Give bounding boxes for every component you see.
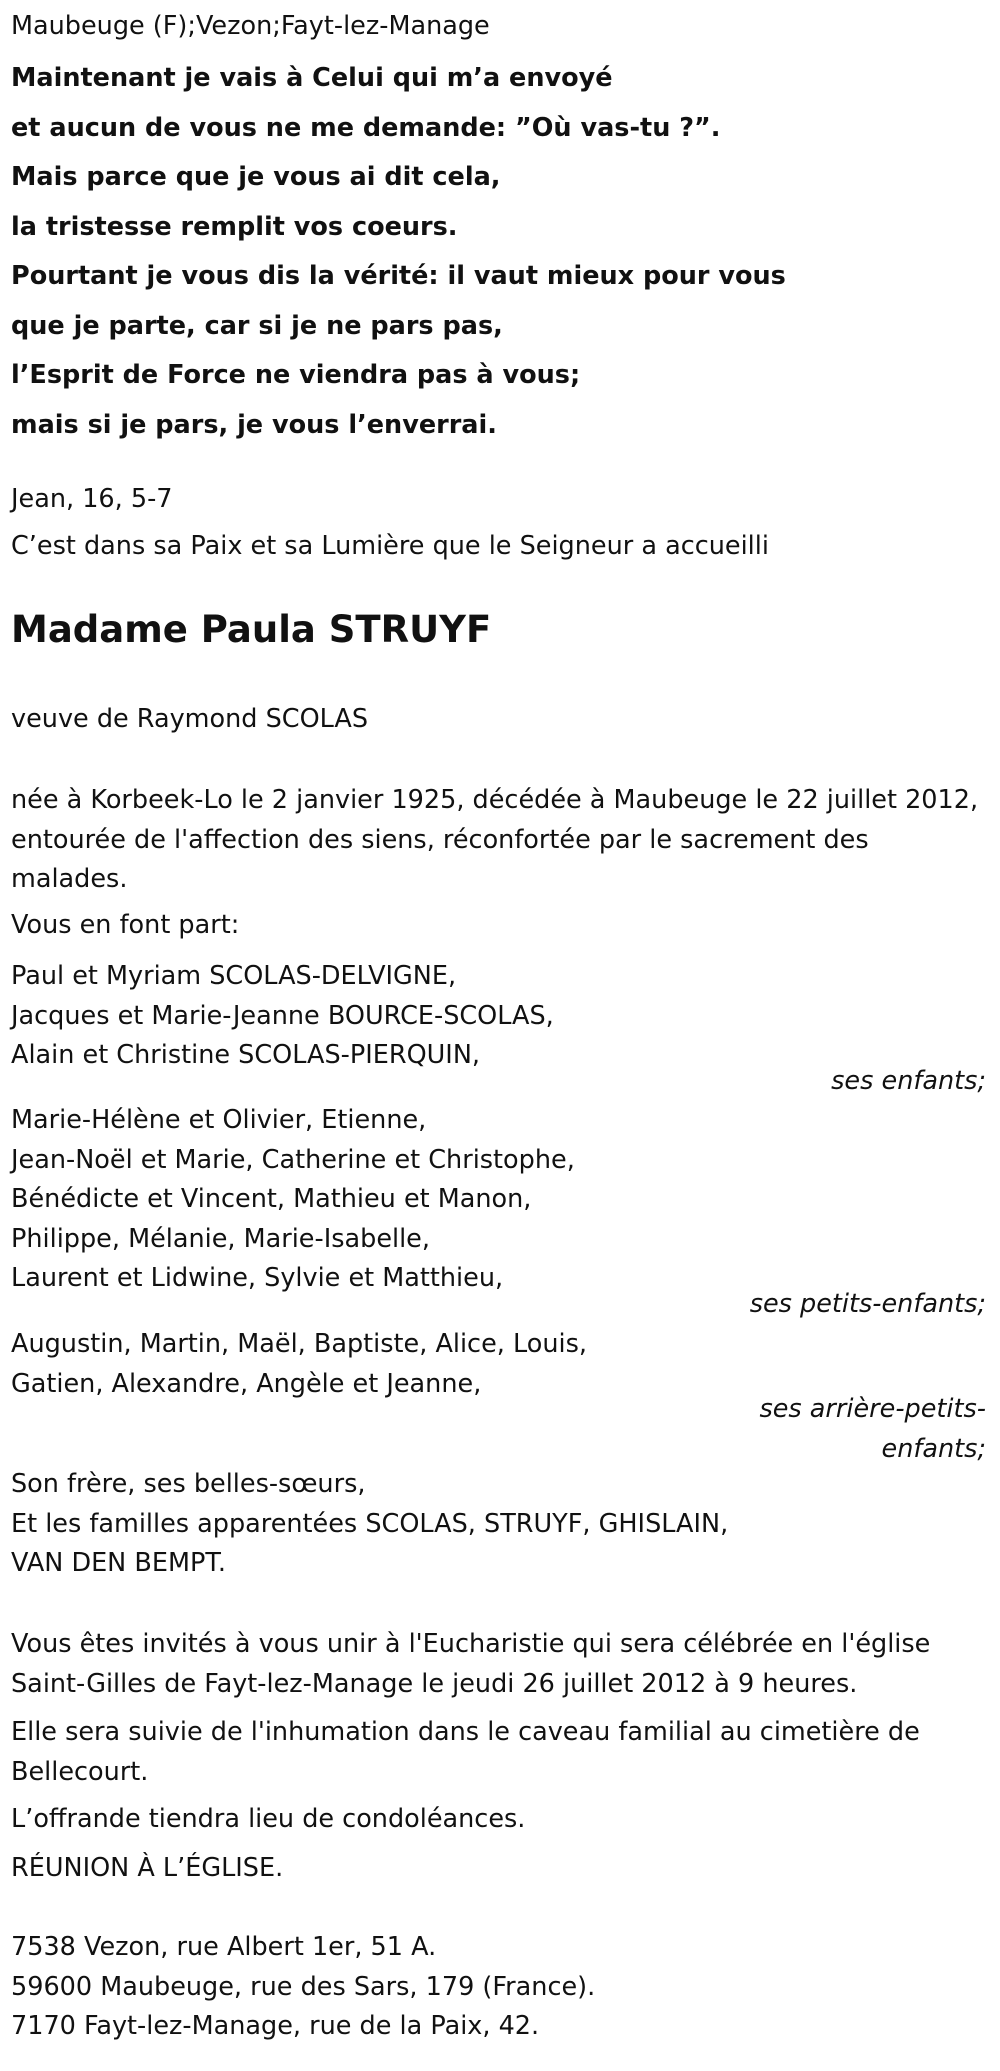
verse-line: mais si je pars, je vous l’enverrai.	[11, 409, 497, 440]
family-line: Augustin, Martin, Maël, Baptiste, Alice, Louis,	[11, 1329, 587, 1359]
address-line: 7170 Fayt-lez-Manage, rue de la Paix, 42.	[11, 2011, 540, 2041]
address-line: 59600 Maubeuge, rue des Sars, 179 (France).	[11, 1971, 596, 2002]
children-group	[11, 957, 986, 1096]
verse-line: et aucun de vous ne me demande: ”Où vas-tu ?”.	[11, 112, 721, 143]
address-line: 7538 Vezon, rue Albert 1er, 51 A.	[11, 1932, 437, 1962]
addresses	[11, 1928, 595, 2047]
great-grandchildren-relation: ses arrière-petits-enfants;	[759, 1394, 986, 1464]
announcement: Vous en font part:	[11, 910, 240, 940]
verse-line: l’Esprit de Force ne viendra pas à vous;	[11, 360, 581, 390]
family-line: Gatien, Alexandre, Angèle et Jeanne,	[11, 1368, 482, 1399]
widow-of: veuve de Raymond SCOLAS	[11, 704, 369, 734]
grandchildren-relation: ses petits-enfants;	[749, 1289, 986, 1319]
locations-header	[11, 10, 490, 42]
great-grandchildren-group	[11, 1325, 986, 1464]
birth-death-paragraph: née à Korbeek-Lo le 2 janvier 1925, décédée à Maubeuge le 22 juillet 2012, entourée de l'affection des siens, réconfortée par le sacrement des malades.	[11, 785, 979, 894]
grandchildren-group	[11, 1101, 986, 1319]
offering-note: L’offrande tiendra lieu de condoléances.	[11, 1804, 526, 1834]
verse-line: Pourtant je vous dis la vérité: il vaut mieux pour vous	[11, 261, 786, 291]
family-line: Laurent et Lidwine, Sylvie et Matthieu,	[11, 1263, 504, 1293]
family-line: Et les familles apparentées SCOLAS, STRUYF, GHISLAIN,	[11, 1508, 729, 1539]
family-line: Philippe, Mélanie, Marie-Isabelle,	[11, 1223, 430, 1254]
family-line: Paul et Myriam SCOLAS-DELVIGNE,	[11, 961, 457, 991]
locations-text: Maubeuge (F);Vezon;Fayt-lez-Manage	[11, 11, 490, 41]
children-names	[11, 957, 986, 1076]
other-relatives	[11, 1465, 728, 1584]
family-line: Bénédicte et Vincent, Mathieu et Manon,	[11, 1184, 532, 1214]
verse-line: que je parte, car si je ne pars pas,	[11, 310, 503, 341]
family-line: Son frère, ses belles-sœurs,	[11, 1469, 366, 1499]
family-line: Jacques et Marie-Jeanne BOURCE-SCOLAS,	[11, 1000, 554, 1031]
verse-line: Maintenant je vais à Celui qui m’a envoyé	[11, 63, 613, 93]
family-line: Alain et Christine SCOLAS-PIERQUIN,	[11, 1040, 481, 1070]
mass-paragraph: Vous êtes invités à vous unir à l'Eucharistie qui sera célébrée en l'église Saint-Gilles de Fayt-lez-Manage le jeudi 26 juillet 2012 à 9 heures.	[11, 1629, 931, 1699]
burial-paragraph: Elle sera suivie de l'inhumation dans le caveau familial au cimetière de Bellecourt.	[11, 1717, 920, 1787]
meeting-note: RÉUNION À L’ÉGLISE.	[11, 1853, 284, 1883]
children-relation: ses enfants;	[831, 1066, 986, 1096]
grandchildren-names	[11, 1101, 986, 1299]
verse-line: la tristesse remplit vos coeurs.	[11, 211, 458, 242]
intro-sentence: C’est dans sa Paix et sa Lumière que le Seigneur a accueilli	[11, 531, 769, 561]
deceased-name: Madame Paula STRUYF	[11, 608, 492, 651]
verse-reference: Jean, 16, 5-7	[11, 484, 173, 514]
verse-line: Mais parce que je vous ai dit cela,	[11, 162, 501, 192]
bible-verse	[11, 54, 786, 450]
family-line: Marie-Hélène et Olivier, Etienne,	[11, 1105, 427, 1135]
family-line: Jean-Noël et Marie, Catherine et Christophe,	[11, 1144, 575, 1175]
family-line: VAN DEN BEMPT.	[11, 1548, 227, 1578]
